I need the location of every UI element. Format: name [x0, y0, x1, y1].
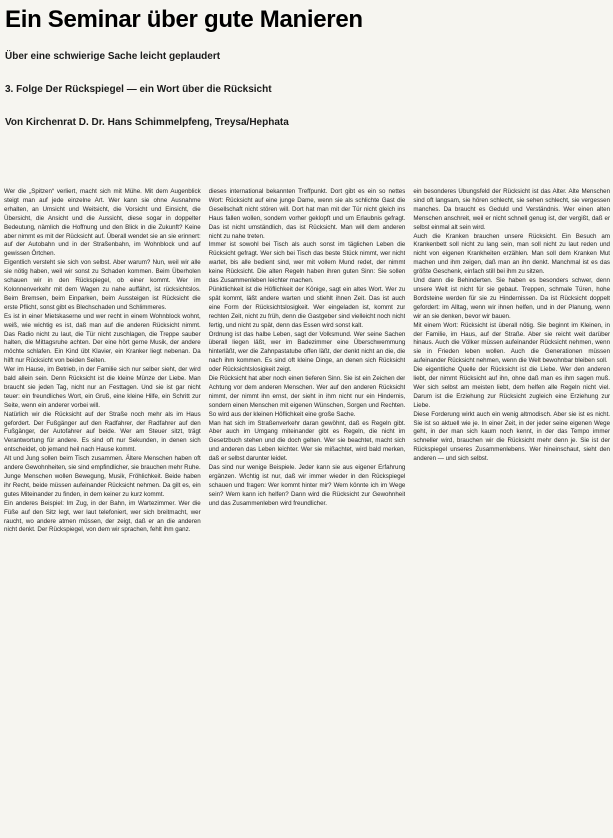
paragraph: Ein anderes Beispiel: Im Zug, in der Bahn, im Wartezimmer. Wer die Füße auf den Sitz legt, wer laut telefoniert, wer sich breitmacht, wer raucht, wo andere atmen müssen, der zeigt, daß er an die anderen nicht denkt. Der Rückspiegel, von dem wir sprachen, fehlt ihm ganz. [4, 499, 201, 534]
paragraph: Immer ist sowohl bei Tisch als auch sonst im täglichen Leben die Rücksicht gefragt. Wer sich bei Tisch das beste Stück nimmt, wer nicht wartet, bis alle bedient sind, wer mit vollem Mund redet, der nimmt keine Rücksicht. Die alten Regeln haben ihren guten Sinn: Sie sollen das Zusammenleben leichter machen. [208, 241, 406, 285]
paragraph: ein besonderes Übungsfeld der Rücksicht ist das Alter. Alte Menschen sind oft langsam, sie hören schlecht, sie sehen schlecht, sie vergessen manches. Da braucht es Geduld und Verständnis. Wer einen alten Menschen anschreit, weil er nicht schnell genug ist, der vergißt, daß er selbst einmal alt sein wird. [413, 188, 611, 231]
paragraph: Wer die „Spitzen“ verliert, macht sich mit Mühe. Mit dem Augenblick steigt man auf jede einzelne Art. Wer kann sie ohne Ausnahme erhalten, an Umsicht und Weitsicht, die Vorsicht und Einsicht, die Übersicht, die Ansicht und die Aussicht, diese sogar in doppelter Bedeutung, nämlich die Hoffnung und den Blick in die Zukunft? Keine aber nimmt es mit der Rücksicht auf. Überall wendet sie an sie erinnert: auf der Autobahn und in der Straßenbahn, im Wohnblock und auf gewissen Örtchen. [4, 188, 201, 258]
paragraph: Wer im Hause, im Betrieb, in der Familie sich nur selber sieht, der wird bald allein sein. Denn Rücksicht ist die kleine Münze der Liebe. Man braucht sie jeden Tag, nicht nur an Festtagen. Und sie ist gar nicht teuer: ein freundliches Wort, ein Gruß, eine kleine Hilfe, ein Schritt zur Seite, wenn ein anderer vorbei will. [4, 366, 201, 409]
article-body [4, 188, 610, 835]
author-line: Von Kirchenrat D. Dr. Hans Schimmelpfeng, Treysa/Hephata [5, 117, 289, 128]
paragraph: Pünktlichkeit ist die Höflichkeit der Könige, sagt ein altes Wort. Wer zu spät kommt, läßt andere warten und stiehlt ihnen Zeit. Das ist auch eine Form der Rücksichtslosigkeit. Wer eingeladen ist, kommt zur rechten Zeit, nicht zu früh, denn die Gastgeber sind vielleicht noch nicht fertig, und nicht zu spät, denn das Essen wird sonst kalt. [208, 285, 406, 329]
paragraph: dieses international bekannten Treffpunkt. Dort gibt es ein so nettes Wort: Rücksicht auf eine junge Dame, wenn sie als schlichte Gast die Gesellschaft nicht stören will. Dort hat man mit der Tür nicht gleich ins Haus fallen wollen, sondern vorher geklopft und um Erlaubnis gefragt. Das ist nicht umständlich, das ist Rücksicht. Man will dem anderen nicht zu nahe treten. [208, 188, 406, 240]
paragraph: Auch die Kranken brauchen unsere Rücksicht. Ein Besuch am Krankenbett soll nicht zu lang sein, man soll nicht zu laut reden und nicht von eigenen Krankheiten erzählen. Man soll dem Kranken Mut machen und ihm zeigen, daß man an ihn denkt. Manchmal ist es das größte Geschenk, einfach still bei ihm zu sitzen. [413, 232, 611, 276]
text-column-2 [209, 188, 406, 835]
article-subtitle: Über eine schwierige Sache leicht geplaudert [5, 51, 221, 62]
text-column-3 [413, 188, 610, 835]
paragraph: Natürlich wir die Rücksicht auf der Straße noch mehr als im Haus gefordert. Der Fußgänger auf den Radfahrer, der Radfahrer auf den Fußgänger, der Autofahrer auf beide. Wer am Steuer sitzt, trägt Verantwortung für andere. Es sind oft nur Sekunden, in denen sich entscheidet, ob jemand heil nach Hause kommt. [4, 410, 201, 454]
text-column-1 [4, 188, 201, 835]
paragraph: Die Rücksicht hat aber noch einen tieferen Sinn. Sie ist ein Zeichen der Achtung vor dem anderen Menschen. Wer auf den anderen Rücksicht nimmt, der nimmt ihn ernst, der sieht in ihm nicht nur ein Hindernis, sondern einen Menschen mit eigenen Wünschen, Sorgen und Rechten. So wird aus der kleinen Höflichkeit eine große Sache. [208, 375, 406, 418]
paragraph: Ordnung ist das halbe Leben, sagt der Volksmund. Wer seine Sachen überall liegen läßt, wer im Badezimmer eine Überschwemmung hinterläßt, wer die Zahnpastatube offen läßt, der denkt nicht an die, die nach ihm kommen. Es sind oft kleine Dinge, an denen sich Rücksicht oder Rücksichtslosigkeit zeigt. [208, 330, 406, 374]
series-line: 3. Folge Der Rückspiegel — ein Wort über die Rücksicht [5, 84, 272, 95]
paragraph: Es ist in einer Mietskaserne und wer recht in einem Wohnblock wohnt, weiß, wie wichtig es ist, daß man auf die anderen Rücksicht nimmt. Das Radio nicht zu laut, die Tür nicht zuschlagen, die Treppe sauber halten, die Mittagsruhe achten. Der eine hört gerne Musik, der andere möchte schlafen. Ein Kind übt Klavier, ein Kranker liegt nebenan. Da hilft nur Rücksicht von beiden Seiten. [4, 312, 201, 365]
paragraph: Die eigentliche Quelle der Rücksicht ist die Liebe. Wer den anderen liebt, der nimmt Rücksicht auf ihn, ohne daß man es ihm sagen muß. Wer sich selbst am meisten liebt, dem helfen alle Regeln nicht viel. Darum ist die Erziehung zur Rücksicht zugleich eine Erziehung zur Liebe. [413, 366, 611, 409]
paragraph: Man hat sich im Straßenverkehr daran gewöhnt, daß es Regeln gibt. Aber auch im Umgang miteinander gibt es Regeln, die nicht im Gesetzbuch stehen und die doch gelten. Wer sie beachtet, macht sich und anderen das Leben leichter. Wer sie mißachtet, wird bald merken, daß er selbst darunter leidet. [208, 419, 406, 463]
paragraph: Diese Forderung wirkt auch ein wenig altmodisch. Aber sie ist es nicht. Sie ist so aktuell wie je. In einer Zeit, in der jeder seine eigenen Wege geht, in der man sich kaum noch kennt, in der das Tempo immer schneller wird, brauchen wir die Rücksicht mehr denn je. Sie ist der Rückspiegel unseres Zusammenlebens. Wer hineinschaut, sieht den anderen — und sich selbst. [413, 410, 611, 463]
article-title: Ein Seminar über gute Manieren [5, 6, 363, 33]
paragraph: Eigentlich versteht sie sich von selbst. Aber warum? Nun, weil wir alle sie nötig haben, weil wir sonst zu Schaden kommen. Beim Überholen schauen wir in den Rückspiegel, ob einer kommt. Wer im Kolonnenverkehr mit dem Wagen zu nahe auffährt, ist rücksichtslos. Beim Bremsen, beim Einparken, beim Aussteigen ist Rücksicht die erste Pflicht, sonst gibt es Blechschaden und Schlimmeres. [4, 259, 201, 311]
paragraph: Alt und Jung sollen beim Tisch zusammen. Ältere Menschen haben oft andere Gewohnheiten, sie sind empfindlicher, sie brauchen mehr Ruhe. Junge Menschen wollen Bewegung, Musik, Fröhlichkeit. Beide haben ihr Recht, beide müssen aufeinander Rücksicht nehmen. Da gilt es, ein gutes Miteinander zu finden, in dem keiner zu kurz kommt. [4, 455, 201, 498]
paragraph: Und dann die Behinderten. Sie haben es besonders schwer, denn unsere Welt ist nicht für sie gebaut. Treppen, schmale Türen, hohe Bordsteine werden für sie zu Hindernissen. Da ist Rücksicht doppelt gefordert: im Alltag, wenn wir ihnen helfen, und in der Planung, wenn wir an sie denken, bevor wir bauen. [413, 277, 611, 320]
paragraph: Das sind nur wenige Beispiele. Jeder kann sie aus eigener Erfahrung ergänzen. Wichtig ist nur, daß wir immer wieder in den Rückspiegel schauen und fragen: Wer kommt hinter mir? Wem könnte ich im Wege sein? Wem kann ich helfen? Dann wird die Rücksicht zur Gewohnheit und das Zusammenleben wird freundlicher. [208, 464, 406, 507]
paragraph: Mit einem Wort: Rücksicht ist überall nötig. Sie beginnt im Kleinen, in der Familie, im Haus, auf der Straße. Aber sie reicht weit darüber hinaus. Auch die Völker müssen aufeinander Rücksicht nehmen, wenn sie in Frieden leben wollen. Auch die Generationen müssen aufeinander Rücksicht nehmen, wenn die Welt bewohnbar bleiben soll. [413, 321, 611, 365]
